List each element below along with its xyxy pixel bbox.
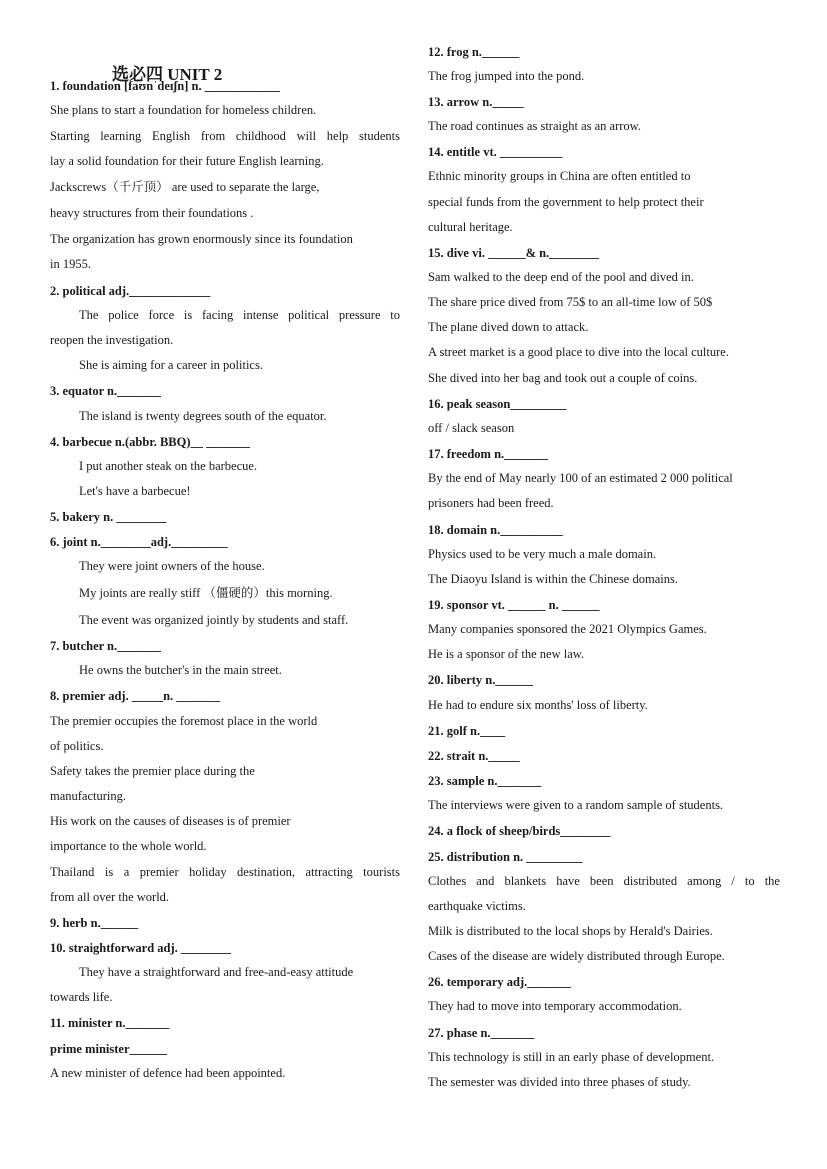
example-sentence: earthquake victims. (428, 899, 526, 913)
vocab-entry-heading: 9. herb n.______ (50, 916, 139, 930)
vocab-entry-heading: 19. sponsor vt. ______ n. ______ (428, 598, 600, 612)
vocab-entry-heading: 21. golf n.____ (428, 724, 506, 738)
example-sentence: The frog jumped into the pond. (428, 69, 585, 83)
example-sentence: This technology is still in an early phase of development. (428, 1050, 715, 1064)
example-sentence: Milk is distributed to the local shops by Herald's Dairies. (428, 924, 713, 938)
vocab-entry-heading: 12. frog n.______ (428, 45, 520, 59)
vocab-entry-heading: 7. butcher n._______ (50, 639, 161, 653)
example-sentence: He owns the butcher's in the main street. (79, 663, 282, 677)
example-sentence: He is a sponsor of the new law. (428, 647, 585, 661)
example-sentence: They had to move into temporary accommodation. (428, 999, 682, 1013)
vocab-entry-heading: 23. sample n._______ (428, 774, 542, 788)
example-sentence: Many companies sponsored the 2021 Olympics Games. (428, 622, 707, 636)
vocab-entry-heading: 27. phase n._______ (428, 1026, 535, 1040)
example-sentence: The island is twenty degrees south of the equator. (79, 409, 327, 423)
example-sentence: in 1955. (50, 257, 91, 271)
example-sentence: He had to endure six months' loss of liberty. (428, 698, 648, 712)
example-sentence: I put another steak on the barbecue. (79, 459, 258, 473)
example-sentence: The event was organized jointly by students and staff. (79, 613, 349, 627)
example-sentence: My joints are really stiff （僵硬的）this morning. (79, 586, 333, 600)
example-sentence: from all over the world. (50, 890, 170, 904)
example-sentence: prisoners had been freed. (428, 496, 554, 510)
example-sentence: importance to the whole world. (50, 839, 207, 853)
example-sentence: reopen the investigation. (50, 333, 174, 347)
vocab-entry-heading: 5. bakery n. ________ (50, 510, 167, 524)
vocab-entry-heading: 3. equator n._______ (50, 384, 161, 398)
vocab-entry-heading: 13. arrow n._____ (428, 95, 524, 109)
example-sentence: The police force is facing intense political pressure to (79, 308, 400, 322)
example-sentence: lay a solid foundation for their future English learning. (50, 154, 324, 168)
example-sentence: A new minister of defence had been appointed. (50, 1066, 286, 1080)
example-sentence: manufacturing. (50, 789, 127, 803)
vocab-entry-heading: 4. barbecue n.(abbr. BBQ)__ _______ (50, 435, 250, 449)
vocab-entry-heading: 26. temporary adj._______ (428, 975, 572, 989)
example-sentence: off / slack season (428, 421, 515, 435)
vocab-entry-heading: 1. foundation [faʊnˈdeɪʃn] n. ____________ (50, 79, 280, 93)
vocab-entry-heading: 25. distribution n. _________ (428, 850, 583, 864)
example-sentence: of politics. (50, 739, 104, 753)
example-sentence: A street market is a good place to dive into the local culture. (428, 345, 729, 359)
example-sentence: towards life. (50, 990, 113, 1004)
example-sentence: The plane dived down to attack. (428, 320, 589, 334)
vocab-entry-heading: 8. premier adj. _____n. _______ (50, 689, 221, 703)
example-sentence: The share price dived from 75$ to an all-time low of 50$ (428, 295, 713, 309)
page-title: 选必四 UNIT 2 (112, 65, 223, 84)
example-sentence: Cases of the disease are widely distributed through Europe. (428, 949, 725, 963)
example-sentence: His work on the causes of diseases is of premier (50, 814, 291, 828)
example-sentence: She plans to start a foundation for homeless children. (50, 103, 317, 117)
example-sentence: The interviews were given to a random sample of students. (428, 798, 724, 812)
example-sentence: They were joint owners of the house. (79, 559, 265, 573)
vocab-entry-heading: 16. peak season_________ (428, 397, 567, 411)
vocab-entry-heading: 22. strait n._____ (428, 749, 520, 763)
vocab-entry-heading: 10. straightforward adj. ________ (50, 941, 231, 955)
vocab-entry-heading: 17. freedom n._______ (428, 447, 548, 461)
example-sentence: The road continues as straight as an arrow. (428, 119, 642, 133)
example-sentence: Starting learning English from childhood will help students (50, 129, 400, 143)
example-sentence: She dived into her bag and took out a couple of coins. (428, 371, 698, 385)
vocab-entry-heading: 20. liberty n.______ (428, 673, 533, 687)
example-sentence: Jackscrews（千斤顶） are used to separate the large, (50, 180, 320, 194)
example-sentence: heavy structures from their foundations . (50, 206, 254, 220)
vocab-entry-heading: 11. minister n._______ (50, 1016, 170, 1030)
vocab-entry-heading: 15. dive vi. ______& n.________ (428, 246, 600, 260)
example-sentence: Let's have a barbecue! (79, 484, 191, 498)
example-sentence: The organization has grown enormously since its foundation (50, 232, 353, 246)
vocab-entry-heading: 6. joint n.________adj._________ (50, 535, 228, 549)
example-sentence: special funds from the government to help protect their (428, 195, 704, 209)
example-sentence: Clothes and blankets have been distributed among / to the (428, 874, 780, 888)
vocab-entry-heading: 14. entitle vt. __________ (428, 145, 563, 159)
example-sentence: Safety takes the premier place during the (50, 764, 255, 778)
example-sentence: cultural heritage. (428, 220, 513, 234)
example-sentence: Sam walked to the deep end of the pool and dived in. (428, 270, 694, 284)
vocab-entry-heading: 2. political adj._____________ (50, 284, 211, 298)
vocab-entry-heading: 24. a flock of sheep/birds________ (428, 824, 611, 838)
example-sentence: Ethnic minority groups in China are often entitled to (428, 169, 691, 183)
example-sentence: Thailand is a premier holiday destination, attracting tourists (50, 865, 400, 879)
example-sentence: They have a straightforward and free-and-easy attitude (79, 965, 354, 979)
example-sentence: The Diaoyu Island is within the Chinese domains. (428, 572, 678, 586)
example-sentence: The semester was divided into three phases of study. (428, 1075, 691, 1089)
example-sentence: By the end of May nearly 100 of an estimated 2 000 political (428, 471, 733, 485)
vocab-entry-heading: 18. domain n.__________ (428, 523, 563, 537)
example-sentence: She is aiming for a career in politics. (79, 358, 263, 372)
example-sentence: The premier occupies the foremost place in the world (50, 714, 318, 728)
example-sentence: Physics used to be very much a male domain. (428, 547, 657, 561)
vocab-entry-heading: prime minister______ (50, 1042, 167, 1056)
